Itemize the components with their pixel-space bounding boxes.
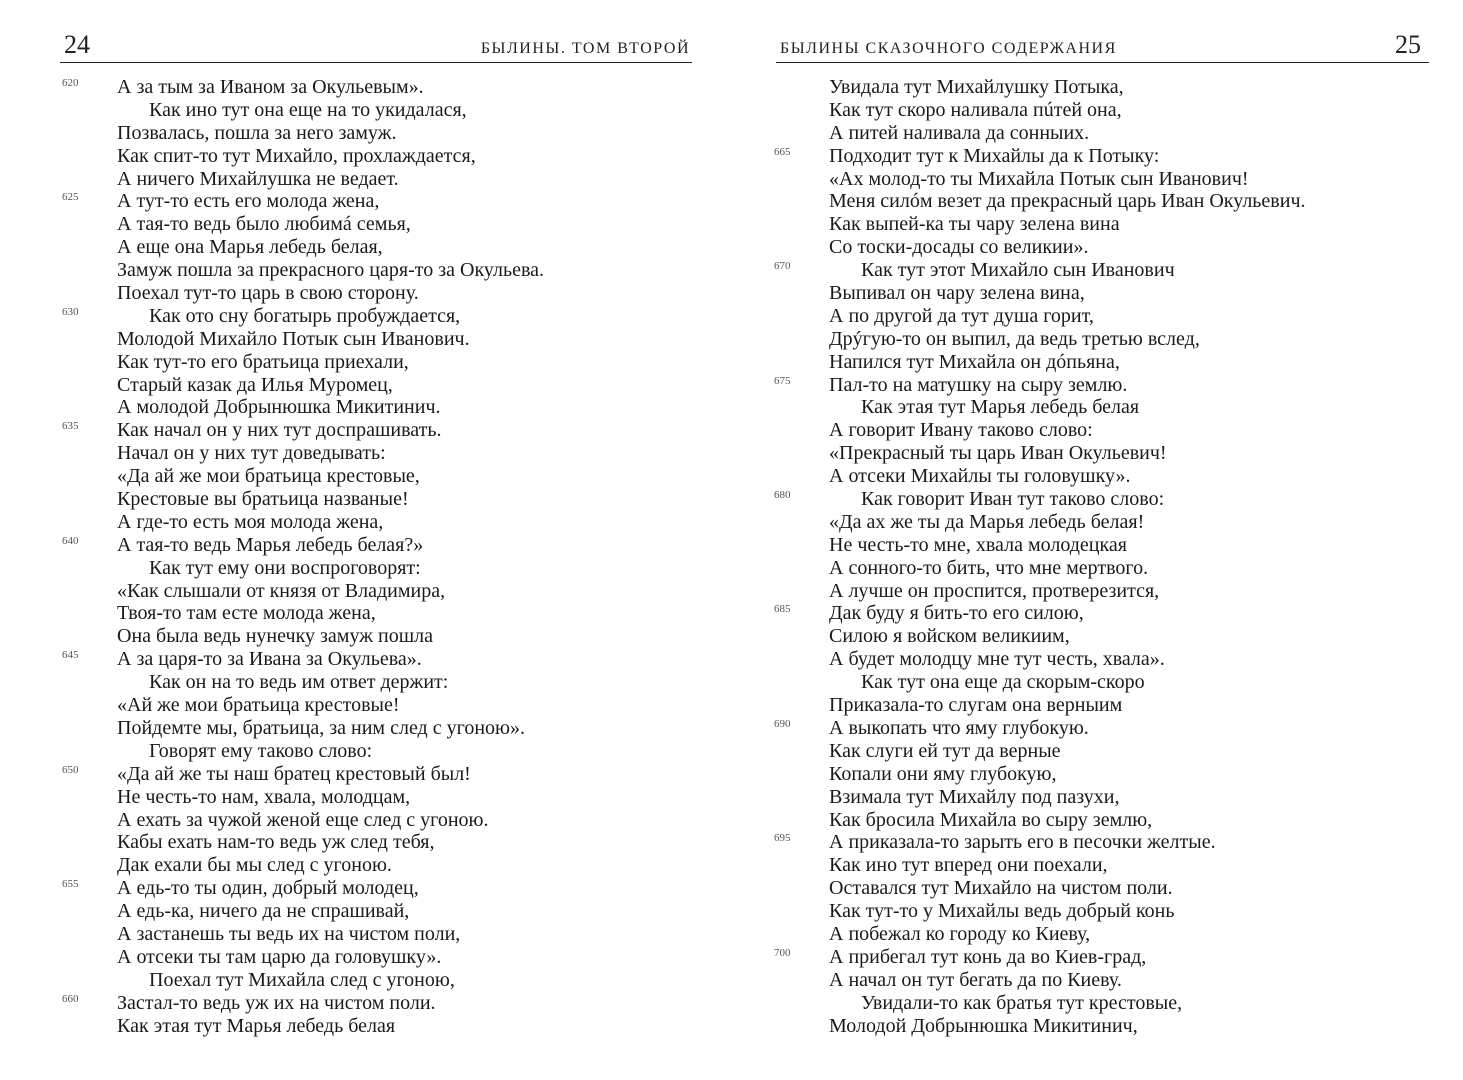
line-number: 655 — [62, 878, 79, 891]
verse-line — [117, 374, 544, 397]
verse-text: А начал он тут бегать да по Киеву. — [829, 968, 1122, 991]
line-number: 640 — [62, 534, 79, 547]
verse-line — [62, 991, 544, 1015]
verse-line — [829, 511, 1306, 534]
verse-line — [62, 419, 544, 442]
verse-line — [829, 786, 1306, 809]
verse-text: А тая-то ведь Марья лебедь белая?» — [117, 533, 424, 556]
verse-line — [829, 809, 1306, 832]
verse-line — [117, 580, 544, 603]
verse-text: А где-то есть моя молода жена, — [117, 510, 384, 533]
verse-text: Как ино тут она еще на то укидалася, — [149, 98, 467, 121]
line-number: 685 — [774, 603, 791, 616]
verse-text: Кабы ехать нам-то ведь уж след тебя, — [117, 831, 435, 854]
verse-line — [829, 969, 1306, 992]
verse-text: Как говорит Иван тут таково слово: — [861, 488, 1165, 511]
verse-line — [829, 190, 1306, 213]
verse-text: Как тут этот Михайло сын Иванович — [861, 259, 1175, 282]
verse-text: А отсеки ты там царю да головушку». — [117, 945, 442, 968]
verse-line — [829, 557, 1306, 580]
verse-line — [117, 923, 544, 946]
verse-line — [117, 671, 544, 694]
verse-text: А за тым за Иваном за Окульевым». — [117, 76, 424, 98]
line-number: 700 — [774, 946, 791, 959]
verse-text: Замуж пошла за прекрасного царя-то за Окульева. — [117, 259, 545, 282]
verse-text: А питей наливала да сонныих. — [829, 121, 1090, 144]
verse-line — [117, 282, 544, 305]
verse-line — [829, 534, 1306, 557]
verse-line — [117, 900, 544, 923]
verse-line — [117, 717, 544, 740]
right-page-number: 25 — [1395, 30, 1421, 59]
verse-line — [774, 259, 1306, 282]
line-number: 630 — [62, 305, 79, 318]
right-page — [732, 0, 1463, 1080]
verse-text: А едь-то ты один, добрый молодец, — [117, 877, 419, 900]
verse-line — [117, 351, 544, 374]
verse-line — [829, 900, 1306, 923]
verse-line — [117, 740, 544, 763]
verse-line — [62, 76, 544, 99]
verse-line — [117, 99, 544, 122]
verse-line — [829, 580, 1306, 603]
verse-text: А отсеки Михайлы ты головушку». — [829, 465, 1131, 488]
line-number: 625 — [62, 191, 79, 204]
verse-text: Дрýгую-то он выпил, да ведь третью вслед, — [829, 327, 1200, 350]
verse-text: А по другой да тут душа горит, — [829, 304, 1094, 327]
verse-line — [117, 396, 544, 419]
verse-text: Как тут-то у Михайлы ведь добрый конь — [829, 900, 1175, 923]
verse-line — [829, 694, 1306, 717]
verse-text: Молодой Михайло Потык сын Иванович. — [117, 327, 470, 350]
verse-line — [829, 76, 1306, 99]
verse-text: Поехал тут-то царь в свою сторону. — [117, 282, 419, 305]
verse-text: Как спит-то тут Михайло, прохлаждается, — [117, 144, 476, 167]
verse-text: «Прекрасный ты царь Иван Окульевич! — [829, 442, 1167, 465]
verse-text: Говорят ему таково слово: — [149, 739, 373, 762]
verse-text: Как тут скоро наливала пúтей она, — [829, 98, 1122, 121]
verse-line — [117, 946, 544, 969]
verse-line — [62, 533, 544, 557]
verse-line — [774, 373, 1306, 397]
verse-line — [829, 671, 1306, 694]
verse-line — [774, 488, 1306, 511]
verse-text: А говорит Ивану таково слово: — [829, 419, 1093, 442]
verse-line — [62, 762, 544, 786]
verse-line — [829, 122, 1306, 145]
verse-line — [774, 602, 1306, 625]
verse-text: «Да ах же ты да Марья лебедь белая! — [829, 510, 1145, 533]
verse-line — [117, 854, 544, 877]
verse-line — [117, 809, 544, 832]
verse-text: А застанешь ты ведь их на чистом поли, — [117, 922, 461, 945]
line-number: 675 — [774, 374, 791, 387]
verse-text: Как ото сну богатырь пробуждается, — [149, 304, 461, 327]
verse-line — [117, 488, 544, 511]
verse-line — [829, 465, 1306, 488]
right-running-title: БЫЛИНЫ СКАЗОЧНОГО СОДЕРЖАНИЯ — [780, 40, 1117, 57]
verse-line — [117, 1015, 544, 1038]
verse-text: Копали они яму глубокую, — [829, 762, 1057, 785]
verse-text: Как этая тут Марья лебедь белая — [117, 1014, 396, 1037]
verse-line — [829, 282, 1306, 305]
verse-line — [829, 351, 1306, 374]
verse-line — [829, 740, 1306, 763]
verse-line — [117, 213, 544, 236]
verse-text: Со тоски-досады со великии». — [829, 236, 1089, 259]
line-number: 680 — [774, 489, 791, 502]
left-poem-text — [62, 76, 545, 1037]
verse-text: А побежал ко городу ко Киеву, — [829, 922, 1091, 945]
verse-text: Дак ехали бы мы след с угоною. — [117, 854, 392, 877]
line-number: 650 — [62, 763, 79, 776]
verse-text: А ехать за чужой женой еще след с угоною. — [117, 808, 489, 831]
verse-text: Оставался тут Михайло на чистом поли. — [829, 877, 1173, 900]
line-number: 670 — [774, 260, 791, 273]
verse-text: Твоя-то там есте молода жена, — [117, 602, 376, 625]
verse-line — [829, 923, 1306, 946]
verse-text: Как он на то ведь им ответ держит: — [149, 671, 449, 694]
verse-line — [829, 396, 1306, 419]
verse-text: А лучше он проспится, протверезится, — [829, 579, 1160, 602]
right-page-header — [776, 26, 1429, 63]
verse-text: А приказала-то зарыть его в песочки желтые. — [829, 831, 1216, 854]
verse-line — [62, 877, 544, 900]
verse-line — [829, 168, 1306, 191]
verse-line — [829, 992, 1306, 1015]
verse-line — [774, 831, 1306, 854]
verse-text: «Ах молод-то ты Михайла Потык сын Иванович! — [829, 167, 1249, 190]
right-poem-text — [774, 76, 1306, 1037]
line-number: 645 — [62, 649, 79, 662]
verse-text: Подходит тут к Михайлы да к Потыку: — [829, 144, 1160, 167]
verse-text: «Как слышали от князя от Владимира, — [117, 579, 446, 602]
verse-text: Крестовые вы братьица названые! — [117, 488, 409, 511]
verse-text: А ничего Михайлушка не ведает. — [117, 167, 399, 190]
verse-text: Дак буду я бить-то его силою, — [829, 602, 1084, 625]
verse-text: Как выпей-ка ты чару зелена вина — [829, 213, 1120, 236]
verse-text: А еще она Марья лебедь белая, — [117, 236, 383, 259]
verse-line — [829, 1015, 1306, 1038]
verse-line — [62, 190, 544, 213]
verse-line — [117, 602, 544, 625]
verse-line — [829, 213, 1306, 236]
verse-line — [774, 144, 1306, 168]
verse-text: Как тут-то его братьица приехали, — [117, 350, 409, 373]
line-number: 695 — [774, 832, 791, 845]
verse-line — [117, 786, 544, 809]
verse-text: А тут-то есть его молода жена, — [117, 190, 380, 213]
verse-text: А будет молодцу мне тут честь, хвала». — [829, 648, 1165, 671]
verse-line — [829, 648, 1306, 671]
verse-line — [117, 259, 544, 282]
verse-line — [117, 969, 544, 992]
verse-line — [117, 122, 544, 145]
line-number: 690 — [774, 717, 791, 730]
verse-text: Позвалась, пошла за него замуж. — [117, 121, 397, 144]
verse-line — [829, 877, 1306, 900]
verse-text: Пойдемте мы, братьица, за ним след с угоною». — [117, 716, 525, 739]
verse-line — [117, 465, 544, 488]
verse-text: «Да ай же мои братьица крестовые, — [117, 465, 420, 488]
verse-text: Как этая тут Марья лебедь белая — [861, 396, 1140, 419]
verse-text: Силою я войском великиим, — [829, 625, 1070, 648]
verse-line — [829, 328, 1306, 351]
verse-line — [117, 694, 544, 717]
verse-line — [829, 854, 1306, 877]
left-page-number: 24 — [64, 30, 90, 59]
verse-text: А тая-то ведь было любимá семья, — [117, 213, 411, 236]
verse-text: Меня силóм везет да прекрасный царь Иван Окульевич. — [829, 190, 1306, 213]
verse-text: Пал-то на матушку на сыру землю. — [829, 373, 1128, 396]
verse-line — [117, 328, 544, 351]
verse-line — [117, 168, 544, 191]
verse-text: Как тут ему они воспроговорят: — [149, 556, 421, 579]
verse-text: Молодой Добрынюшка Микитинич, — [829, 1014, 1138, 1037]
verse-line — [829, 442, 1306, 465]
verse-line — [774, 716, 1306, 740]
left-page-header — [60, 26, 692, 63]
verse-line — [829, 419, 1306, 442]
verse-text: Увидала тут Михайлушку Потыка, — [829, 76, 1124, 98]
verse-text: Выпивал он чару зелена вина, — [829, 282, 1085, 305]
verse-line — [117, 557, 544, 580]
verse-text: «Да ай же ты наш братец крестовый был! — [117, 762, 471, 785]
verse-text: Как слуги ей тут да верные — [829, 739, 1061, 762]
verse-text: А за царя-то за Ивана за Окульева». — [117, 648, 422, 671]
verse-text: Как бросила Михайла во сыру землю, — [829, 808, 1153, 831]
verse-line — [62, 304, 544, 328]
verse-text: Старый казак да Илья Муромец, — [117, 373, 393, 396]
verse-line — [829, 236, 1306, 259]
verse-text: Не честь-то мне, хвала молодецкая — [829, 533, 1127, 556]
verse-line — [117, 236, 544, 259]
verse-line — [829, 99, 1306, 122]
line-number: 620 — [62, 77, 79, 89]
verse-text: А едь-ка, ничего да не спрашивай, — [117, 900, 410, 923]
verse-text: Приказала-то слугам она верныим — [829, 694, 1123, 717]
left-page — [0, 0, 730, 1080]
verse-text: Не честь-то нам, хвала, молодцам, — [117, 785, 411, 808]
verse-text: Она была ведь нунечку замуж пошла — [117, 625, 433, 648]
line-number: 665 — [774, 145, 791, 158]
verse-line — [829, 305, 1306, 328]
verse-text: Увидали-то как братья тут крестовые, — [861, 991, 1183, 1014]
verse-text: Как ино тут вперед они поехали, — [829, 854, 1108, 877]
verse-text: Напился тут Михайла он дóпьяна, — [829, 350, 1120, 373]
verse-line — [117, 625, 544, 648]
verse-text: А сонного-то бить, что мне мертвого. — [829, 556, 1149, 579]
verse-text: Как тут она еще да скорым-скоро — [861, 671, 1145, 694]
verse-line — [117, 145, 544, 168]
verse-text: Как начал он у них тут доспрашивать. — [117, 419, 442, 442]
line-number: 635 — [62, 420, 79, 433]
verse-line — [117, 831, 544, 854]
verse-line — [117, 442, 544, 465]
verse-text: Застал-то ведь уж их на чистом поли. — [117, 991, 436, 1014]
verse-text: А выкопать что яму глубокую. — [829, 716, 1089, 739]
verse-text: Поехал тут Михайла след с угоною, — [149, 968, 455, 991]
verse-line — [829, 763, 1306, 786]
verse-text: Начал он у них тут доведывать: — [117, 442, 386, 465]
left-running-title: БЫЛИНЫ. ТОМ ВТОРОЙ — [480, 40, 690, 57]
verse-line — [774, 945, 1306, 969]
verse-text: «Ай же мои братьица крестовые! — [117, 694, 400, 717]
verse-text: Взимала тут Михайлу под пазухи, — [829, 785, 1120, 808]
verse-line — [62, 648, 544, 671]
verse-line — [117, 511, 544, 534]
verse-text: А прибегал тут конь да во Киев-град, — [829, 945, 1147, 968]
verse-line — [829, 625, 1306, 648]
line-number: 660 — [62, 992, 79, 1005]
verse-text: А молодой Добрынюшка Микитинич. — [117, 396, 441, 419]
